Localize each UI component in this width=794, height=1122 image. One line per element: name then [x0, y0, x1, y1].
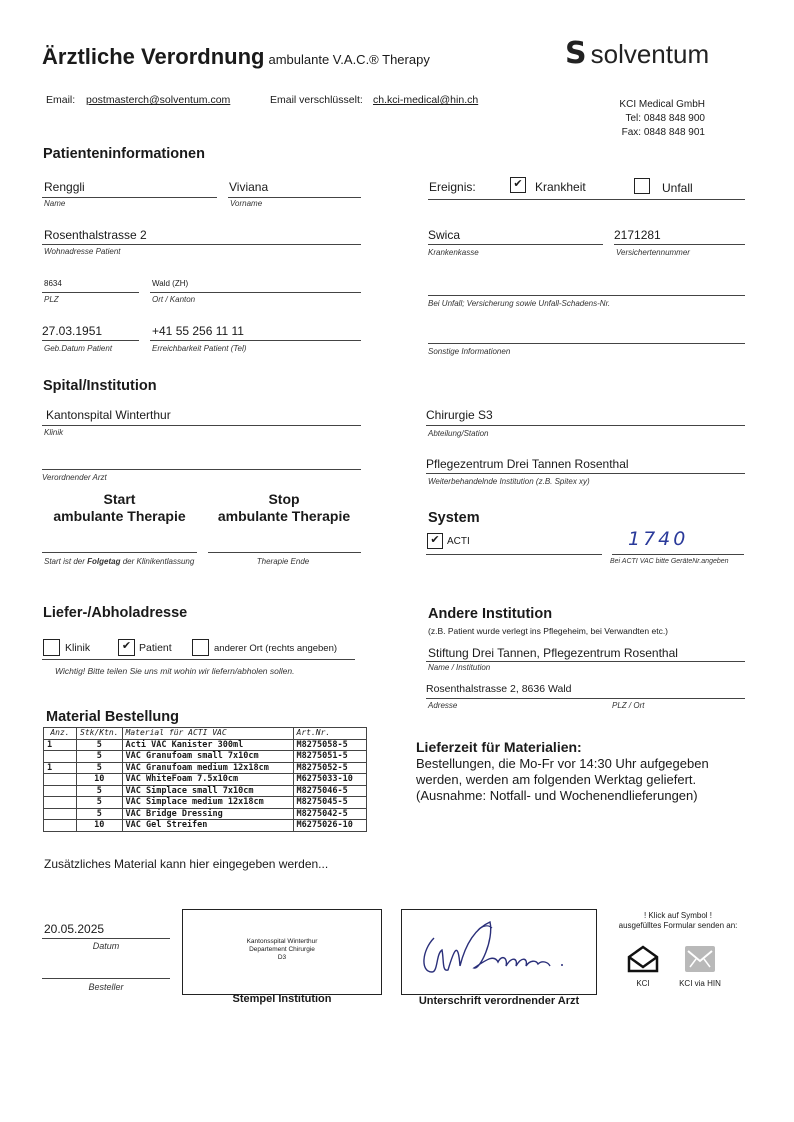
email-encrypted-link[interactable]: ch.kci-medical@hin.ch [373, 94, 479, 106]
delivery-heading: Liefer-/Abholadresse [43, 605, 188, 621]
kci-send-label: KCI [636, 979, 650, 988]
patient-dob[interactable]: 27.03.1951 [42, 324, 103, 338]
stamp-label: Stempel Institution [232, 993, 332, 1005]
form-subtitle: ambulante V.A.C.® Therapy [268, 52, 430, 67]
material-extra[interactable]: Zusätzliches Material kann hier eingegeben werden... [44, 857, 329, 871]
andere-address-label: Adresse [428, 701, 458, 710]
unfall-info-label: Bei Unfall; Versicherung sowie Unfall-Schadens-Nr. [428, 299, 611, 308]
andere-name[interactable]: Stiftung Drei Tannen, Pflegezentrum Rosenthal [428, 646, 678, 660]
solventum-logo-icon: S [565, 36, 587, 71]
delivery-anderer-checkbox[interactable] [192, 639, 209, 656]
signature-label: Unterschrift verordnender Arzt [418, 995, 580, 1007]
hin-send-label: KCI via HIN [679, 979, 721, 988]
stop-note: Therapie Ende [256, 557, 310, 566]
arzt-label: Verordnender Arzt [42, 473, 107, 482]
table-row: 5 VAC Granufoam small 7x10cm M8275051-5 [44, 751, 367, 763]
event-label: Ereignis: [429, 180, 476, 194]
patient-address-label: Wohnadresse Patient [44, 247, 121, 256]
lieferzeit-heading: Lieferzeit für Materialien: [416, 739, 582, 755]
andere-sub: (z.B. Patient wurde verlegt ins Pflegeheim, bei Verwandten etc.) [428, 626, 669, 636]
abteilung-label: Abteilung/Station [428, 429, 489, 438]
andere-heading: Andere Institution [428, 606, 553, 622]
patient-address[interactable]: Rosenthalstrasse 2 [44, 228, 147, 242]
patient-phone[interactable]: +41 55 256 11 11 [152, 324, 244, 338]
table-row: 5 VAC Simplace medium 12x18cm M8275045-5 [44, 797, 367, 809]
patient-dob-label: Geb.Datum Patient [44, 344, 113, 353]
geraet-nr[interactable]: 1740 [628, 528, 689, 550]
email-encrypted-label: Email verschlüsselt: [270, 94, 363, 106]
kci-send-icon[interactable] [626, 945, 660, 973]
material-header-row [44, 728, 367, 740]
stamp-content: Kantonsspital Winterthur Departement Chirurgie D3 [246, 938, 318, 961]
acti-checkbox[interactable] [427, 533, 443, 549]
weiter-value[interactable]: Pflegezentrum Drei Tannen Rosenthal [426, 457, 629, 471]
patient-phone-label: Erreichbarkeit Patient (Tel) [152, 344, 247, 353]
form-title: Ärztliche Verordnung ambulante V.A.C.® Therapy [42, 44, 430, 69]
send-instructions: ! Klick auf Symbol ! ausgefülltes Formular senden an: [618, 911, 738, 930]
patient-plz-label: PLZ [44, 295, 59, 304]
table-row: 5 VAC Bridge Dressing M8275042-5 [44, 808, 367, 820]
stop-heading: Stop ambulante Therapie [217, 491, 351, 524]
start-heading: Start ambulante Therapie [53, 491, 186, 524]
sonstige-label: Sonstige Informationen [428, 347, 511, 356]
signature-scribble [402, 910, 596, 994]
hin-send-icon[interactable] [684, 945, 716, 973]
material-heading: Material Bestellung [46, 709, 179, 725]
klinik-value[interactable]: Kantonspital Winterthur [46, 408, 171, 422]
company-fax: Fax: 0848 848 901 [621, 127, 705, 138]
col-stk: Stk/Ktn. [77, 728, 123, 740]
solventum-logo: S solventum [565, 36, 710, 71]
patient-vorname-label: Vorname [230, 199, 263, 208]
andere-address[interactable]: Rosenthalstrasse 2, 8636 Wald [426, 683, 572, 695]
system-heading: System [428, 510, 480, 526]
klinik-label: Klinik [44, 428, 64, 437]
versichertennummer[interactable]: 2171281 [614, 228, 661, 242]
delivery-note: Wichtig! Bitte teilen Sie uns mit wohin wir liefern/abholen sollen. [55, 666, 295, 676]
company-tel: Tel: 0848 848 900 [625, 113, 705, 124]
stamp-box [182, 909, 382, 995]
company-name: KCI Medical GmbH [619, 99, 705, 110]
email-link[interactable]: postmasterch@solventum.com [86, 94, 231, 106]
email-label: Email: [46, 94, 76, 106]
col-artnr: Art.Nr. [293, 728, 366, 740]
check-icon: ✔ [121, 640, 132, 652]
col-anz: Anz. [44, 728, 77, 740]
date-label: Datum [92, 941, 120, 951]
patient-plz[interactable]: 8634 [44, 279, 62, 288]
lieferzeit-text: Bestellungen, die Mo-Fr vor 14:30 Uhr aufgegeben werden, werden am folgenden Werktag geliefert. (Ausnahme: Notfall- und Wochenendlieferungen) [416, 756, 709, 803]
delivery-patient-label: Patient [139, 642, 172, 654]
patient-ort[interactable]: Wald (ZH) [152, 279, 189, 288]
unfall-checkbox[interactable] [634, 178, 650, 194]
material-table [43, 727, 367, 832]
patient-name-label: Name [44, 199, 66, 208]
delivery-klinik-checkbox[interactable] [43, 639, 60, 656]
geraet-label: Bei ACTI VAC bitte GeräteNr.angeben [610, 558, 729, 565]
delivery-patient-checkbox[interactable] [118, 639, 135, 656]
check-icon: ✔ [430, 534, 440, 546]
table-row: 10 VAC Gel Streifen M6275026-10 [44, 820, 367, 832]
besteller-label: Besteller [88, 982, 124, 992]
start-note: Start ist der Folgetag der Klinikentlassung [44, 557, 195, 566]
delivery-klinik-label: Klinik [65, 642, 91, 654]
krankenkasse-label: Krankenkasse [428, 248, 479, 257]
col-material: Material für ACTI VAC [122, 728, 293, 740]
spital-heading: Spital/Institution [43, 378, 157, 394]
patient-heading: Patienteninformationen [43, 146, 205, 162]
weiter-label: Weiterbehandelnde Institution (z.B. Spitex xy) [428, 477, 590, 486]
table-row: 5 VAC Simplace small 7x10cm M8275046-5 [44, 785, 367, 797]
patient-ort-label: Ort / Kanton [152, 295, 196, 304]
andere-name-label: Name / Institution [428, 663, 491, 672]
krankheit-label: Krankheit [535, 180, 586, 194]
abteilung-value[interactable]: Chirurgie S3 [426, 408, 493, 422]
order-date[interactable]: 20.05.2025 [44, 922, 105, 936]
check-icon: ✔ [513, 178, 523, 190]
versichertennummer-label: Versichertennummer [616, 248, 690, 257]
company-contact [560, 98, 705, 140]
patient-vorname[interactable]: Viviana [229, 180, 269, 194]
delivery-anderer-label: anderer Ort (rechts angeben) [214, 643, 338, 654]
patient-name[interactable]: Renggli [44, 180, 85, 194]
signature-box[interactable] [401, 909, 597, 995]
krankenkasse[interactable]: Swica [428, 228, 461, 242]
table-row: 1 5 Acti VAC Kanister 300ml M8275058-5 [44, 739, 367, 751]
unfall-label: Unfall [662, 181, 693, 195]
andere-plz-label: PLZ / Ort [612, 701, 645, 710]
acti-label: ACTI [447, 536, 470, 547]
krankheit-checkbox[interactable] [510, 177, 526, 193]
table-row: 1 5 VAC Granufoam medium 12x18cm M8275052-5 [44, 762, 367, 774]
table-row: 10 VAC WhiteFoam 7.5x10cm M6275033-10 [44, 774, 367, 786]
